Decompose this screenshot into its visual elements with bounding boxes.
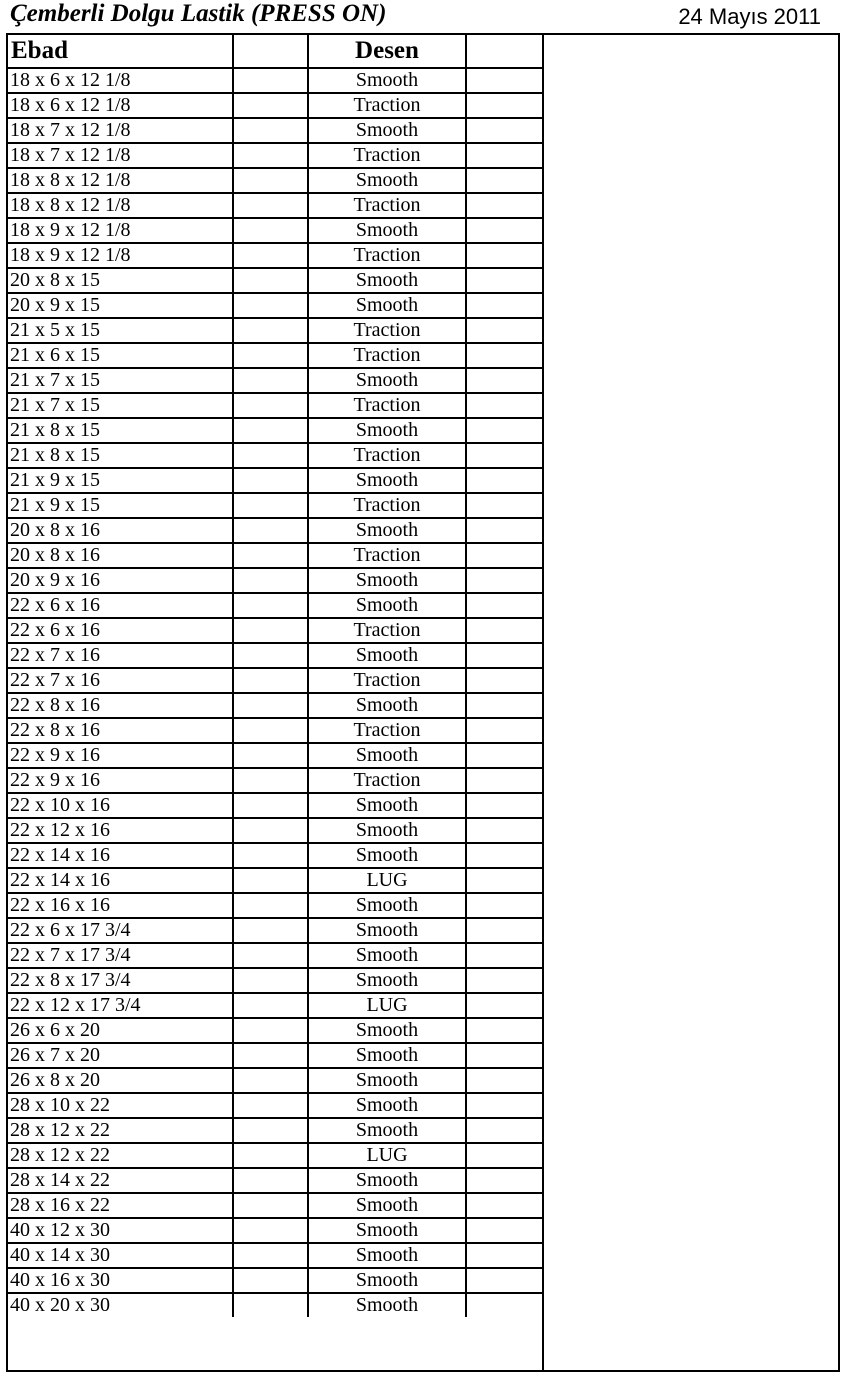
column-header-ebad: Ebad: [8, 35, 233, 68]
cell-ebad: 28 x 12 x 22: [8, 1118, 233, 1143]
table-row: [8, 693, 543, 718]
table-row: [8, 368, 543, 393]
table-row: [8, 243, 543, 268]
cell-desen: Smooth: [308, 818, 466, 843]
cell-ebad: 21 x 8 x 15: [8, 418, 233, 443]
table-row: [8, 743, 543, 768]
table-row: [8, 768, 543, 793]
cell-ebad: 22 x 7 x 16: [8, 668, 233, 693]
cell-desen: Smooth: [308, 118, 466, 143]
cell-blank: [466, 293, 543, 318]
cell-ebad: 26 x 8 x 20: [8, 1068, 233, 1093]
cell-blank: [233, 368, 308, 393]
cell-blank: [233, 268, 308, 293]
cell-blank: [233, 468, 308, 493]
cell-desen: Smooth: [308, 368, 466, 393]
table-row: [8, 118, 543, 143]
table-row: [8, 618, 543, 643]
cell-desen: Smooth: [308, 1218, 466, 1243]
cell-desen: Smooth: [308, 418, 466, 443]
cell-blank: [466, 543, 543, 568]
cell-blank: [466, 1043, 543, 1068]
cell-desen: Traction: [308, 618, 466, 643]
cell-blank: [466, 568, 543, 593]
table-row: [8, 1043, 543, 1068]
cell-desen: Smooth: [308, 843, 466, 868]
cell-blank: [466, 743, 543, 768]
cell-ebad: 22 x 8 x 16: [8, 693, 233, 718]
cell-blank: [466, 443, 543, 468]
table-row: [8, 893, 543, 918]
cell-blank: [466, 643, 543, 668]
cell-ebad: 22 x 14 x 16: [8, 843, 233, 868]
cell-ebad: 22 x 12 x 17 3/4: [8, 993, 233, 1018]
cell-blank: [466, 368, 543, 393]
cell-ebad: 22 x 12 x 16: [8, 818, 233, 843]
cell-blank: [233, 1293, 308, 1317]
cell-blank: [233, 1143, 308, 1168]
cell-blank: [466, 1243, 543, 1268]
cell-blank: [233, 1218, 308, 1243]
cell-desen: Smooth: [308, 218, 466, 243]
tire-size-table: [8, 35, 544, 1317]
cell-blank: [466, 268, 543, 293]
cell-ebad: 20 x 8 x 16: [8, 518, 233, 543]
cell-blank: [233, 718, 308, 743]
cell-blank: [233, 1068, 308, 1093]
cell-blank: [233, 1243, 308, 1268]
table-row: [8, 468, 543, 493]
cell-blank: [233, 543, 308, 568]
cell-blank: [466, 418, 543, 443]
cell-desen: Smooth: [308, 1043, 466, 1068]
table-row: [8, 568, 543, 593]
cell-blank: [466, 668, 543, 693]
cell-blank: [466, 1143, 543, 1168]
table-row: [8, 1093, 543, 1118]
cell-blank: [466, 1168, 543, 1193]
table-row: [8, 68, 543, 93]
table-row: [8, 268, 543, 293]
cell-ebad: 18 x 8 x 12 1/8: [8, 193, 233, 218]
table-row: [8, 1068, 543, 1093]
cell-blank: [466, 1068, 543, 1093]
cell-blank: [233, 1093, 308, 1118]
cell-ebad: 21 x 6 x 15: [8, 343, 233, 368]
cell-desen: Smooth: [308, 918, 466, 943]
cell-blank: [466, 893, 543, 918]
table-row: [8, 93, 543, 118]
cell-blank: [233, 943, 308, 968]
cell-blank: [233, 968, 308, 993]
cell-blank: [233, 1193, 308, 1218]
cell-desen: Traction: [308, 393, 466, 418]
cell-desen: Smooth: [308, 1018, 466, 1043]
cell-ebad: 21 x 8 x 15: [8, 443, 233, 468]
table-row: [8, 943, 543, 968]
cell-blank: [233, 218, 308, 243]
cell-blank: [466, 168, 543, 193]
table-row: [8, 168, 543, 193]
cell-blank: [466, 218, 543, 243]
cell-blank: [233, 593, 308, 618]
cell-ebad: 18 x 6 x 12 1/8: [8, 93, 233, 118]
cell-blank: [233, 568, 308, 593]
cell-ebad: 26 x 7 x 20: [8, 1043, 233, 1068]
cell-ebad: 40 x 12 x 30: [8, 1218, 233, 1243]
cell-blank: [233, 1043, 308, 1068]
cell-ebad: 22 x 14 x 16: [8, 868, 233, 893]
table-row: [8, 1168, 543, 1193]
table-row: [8, 793, 543, 818]
cell-desen: Smooth: [308, 168, 466, 193]
table-row: [8, 293, 543, 318]
cell-ebad: 18 x 8 x 12 1/8: [8, 168, 233, 193]
cell-blank: [466, 943, 543, 968]
cell-blank: [466, 968, 543, 993]
cell-ebad: 18 x 7 x 12 1/8: [8, 143, 233, 168]
cell-ebad: 22 x 9 x 16: [8, 743, 233, 768]
cell-blank: [233, 168, 308, 193]
cell-blank: [233, 643, 308, 668]
cell-desen: Traction: [308, 93, 466, 118]
cell-blank: [233, 318, 308, 343]
table-row: [8, 668, 543, 693]
cell-desen: Smooth: [308, 1068, 466, 1093]
table-header-row: [8, 35, 543, 68]
cell-desen: Smooth: [308, 68, 466, 93]
cell-blank: [466, 68, 543, 93]
cell-ebad: 22 x 7 x 17 3/4: [8, 943, 233, 968]
table-row: [8, 1193, 543, 1218]
cell-blank: [233, 918, 308, 943]
cell-blank: [466, 768, 543, 793]
cell-desen: Traction: [308, 718, 466, 743]
cell-blank: [233, 393, 308, 418]
table-row: [8, 518, 543, 543]
table-row: [8, 993, 543, 1018]
cell-blank: [233, 693, 308, 718]
cell-blank: [466, 718, 543, 743]
cell-desen: LUG: [308, 993, 466, 1018]
cell-blank: [233, 418, 308, 443]
table-row: [8, 193, 543, 218]
document-date: 24 Mayıs 2011: [678, 4, 821, 29]
cell-blank: [466, 1093, 543, 1118]
cell-blank: [233, 68, 308, 93]
cell-desen: Smooth: [308, 1118, 466, 1143]
cell-blank: [466, 843, 543, 868]
cell-blank: [466, 193, 543, 218]
cell-ebad: 28 x 14 x 22: [8, 1168, 233, 1193]
cell-desen: Traction: [308, 243, 466, 268]
cell-blank: [233, 743, 308, 768]
cell-ebad: 22 x 16 x 16: [8, 893, 233, 918]
cell-blank: [466, 618, 543, 643]
cell-desen: Smooth: [308, 1193, 466, 1218]
table-row: [8, 1118, 543, 1143]
cell-blank: [233, 143, 308, 168]
cell-desen: LUG: [308, 1143, 466, 1168]
cell-ebad: 28 x 12 x 22: [8, 1143, 233, 1168]
cell-blank: [233, 293, 308, 318]
cell-desen: Traction: [308, 443, 466, 468]
table-row: [8, 1143, 543, 1168]
cell-desen: Smooth: [308, 643, 466, 668]
cell-blank: [466, 318, 543, 343]
column-header-desen: Desen: [308, 35, 466, 68]
cell-desen: Smooth: [308, 268, 466, 293]
cell-ebad: 22 x 9 x 16: [8, 768, 233, 793]
cell-blank: [233, 618, 308, 643]
cell-desen: Smooth: [308, 893, 466, 918]
cell-blank: [233, 118, 308, 143]
cell-ebad: 18 x 9 x 12 1/8: [8, 218, 233, 243]
cell-desen: Smooth: [308, 1093, 466, 1118]
cell-blank: [466, 993, 543, 1018]
cell-blank: [233, 843, 308, 868]
table-row: [8, 143, 543, 168]
cell-blank: [466, 1193, 543, 1218]
table-row: [8, 1218, 543, 1243]
right-column-divider: [542, 35, 544, 1370]
cell-ebad: 22 x 8 x 17 3/4: [8, 968, 233, 993]
cell-desen: Smooth: [308, 793, 466, 818]
cell-blank: [466, 693, 543, 718]
cell-desen: Traction: [308, 668, 466, 693]
cell-ebad: 40 x 14 x 30: [8, 1243, 233, 1268]
cell-desen: Traction: [308, 343, 466, 368]
cell-blank: [466, 1268, 543, 1293]
cell-desen: Smooth: [308, 593, 466, 618]
cell-desen: Smooth: [308, 1293, 466, 1317]
cell-blank: [233, 868, 308, 893]
cell-ebad: 21 x 5 x 15: [8, 318, 233, 343]
cell-desen: Traction: [308, 318, 466, 343]
table-row: [8, 493, 543, 518]
cell-desen: Smooth: [308, 968, 466, 993]
table-row: [8, 918, 543, 943]
column-header-blank-1: [233, 35, 308, 68]
cell-blank: [233, 1118, 308, 1143]
table-row: [8, 443, 543, 468]
cell-ebad: 22 x 6 x 16: [8, 593, 233, 618]
cell-desen: Traction: [308, 493, 466, 518]
table-row: [8, 718, 543, 743]
column-header-blank-2: [466, 35, 543, 68]
cell-desen: Smooth: [308, 518, 466, 543]
table-row: [8, 1293, 543, 1317]
cell-blank: [233, 1168, 308, 1193]
table-row: [8, 318, 543, 343]
cell-blank: [233, 993, 308, 1018]
cell-blank: [466, 118, 543, 143]
cell-ebad: 22 x 8 x 16: [8, 718, 233, 743]
table-row: [8, 218, 543, 243]
cell-ebad: 21 x 9 x 15: [8, 468, 233, 493]
cell-blank: [466, 468, 543, 493]
cell-blank: [233, 1018, 308, 1043]
cell-desen: Smooth: [308, 693, 466, 718]
cell-ebad: 18 x 6 x 12 1/8: [8, 68, 233, 93]
cell-ebad: 22 x 7 x 16: [8, 643, 233, 668]
cell-desen: Smooth: [308, 568, 466, 593]
cell-blank: [233, 668, 308, 693]
cell-blank: [466, 918, 543, 943]
cell-blank: [466, 818, 543, 843]
cell-desen: Smooth: [308, 468, 466, 493]
cell-blank: [466, 243, 543, 268]
table-row: [8, 393, 543, 418]
table-row: [8, 643, 543, 668]
cell-desen: Smooth: [308, 1168, 466, 1193]
cell-ebad: 20 x 9 x 15: [8, 293, 233, 318]
table-row: [8, 1243, 543, 1268]
cell-ebad: 18 x 7 x 12 1/8: [8, 118, 233, 143]
table-row: [8, 868, 543, 893]
cell-blank: [233, 793, 308, 818]
table-row: [8, 343, 543, 368]
cell-blank: [466, 1293, 543, 1317]
cell-desen: Smooth: [308, 293, 466, 318]
cell-blank: [466, 1118, 543, 1143]
table-row: [8, 843, 543, 868]
cell-ebad: 21 x 7 x 15: [8, 368, 233, 393]
cell-blank: [466, 793, 543, 818]
cell-desen: Traction: [308, 543, 466, 568]
table-row: [8, 593, 543, 618]
cell-blank: [466, 1218, 543, 1243]
table-row: [8, 1018, 543, 1043]
cell-blank: [466, 343, 543, 368]
cell-ebad: 22 x 10 x 16: [8, 793, 233, 818]
cell-ebad: 28 x 10 x 22: [8, 1093, 233, 1118]
cell-desen: Smooth: [308, 1243, 466, 1268]
cell-blank: [466, 93, 543, 118]
cell-blank: [233, 243, 308, 268]
cell-desen: LUG: [308, 868, 466, 893]
cell-ebad: 40 x 16 x 30: [8, 1268, 233, 1293]
cell-desen: Traction: [308, 768, 466, 793]
cell-desen: Traction: [308, 143, 466, 168]
cell-ebad: 28 x 16 x 22: [8, 1193, 233, 1218]
table-row: [8, 818, 543, 843]
cell-ebad: 18 x 9 x 12 1/8: [8, 243, 233, 268]
cell-blank: [233, 93, 308, 118]
cell-blank: [233, 193, 308, 218]
cell-blank: [466, 868, 543, 893]
cell-blank: [466, 493, 543, 518]
cell-blank: [466, 1018, 543, 1043]
cell-blank: [233, 1268, 308, 1293]
cell-ebad: 20 x 8 x 16: [8, 543, 233, 568]
cell-ebad: 22 x 6 x 17 3/4: [8, 918, 233, 943]
tire-table-frame: [6, 33, 840, 1372]
cell-blank: [233, 343, 308, 368]
cell-blank: [233, 768, 308, 793]
cell-blank: [466, 393, 543, 418]
cell-blank: [466, 143, 543, 168]
table-row: [8, 543, 543, 568]
cell-ebad: 22 x 6 x 16: [8, 618, 233, 643]
cell-ebad: 26 x 6 x 20: [8, 1018, 233, 1043]
cell-desen: Smooth: [308, 1268, 466, 1293]
cell-blank: [233, 893, 308, 918]
cell-blank: [466, 593, 543, 618]
cell-ebad: 21 x 7 x 15: [8, 393, 233, 418]
cell-ebad: 20 x 8 x 15: [8, 268, 233, 293]
cell-blank: [233, 493, 308, 518]
document-title: Çemberli Dolgu Lastik (PRESS ON): [10, 0, 387, 27]
table-row: [8, 968, 543, 993]
cell-blank: [466, 518, 543, 543]
cell-ebad: 40 x 20 x 30: [8, 1293, 233, 1317]
cell-blank: [233, 818, 308, 843]
cell-ebad: 21 x 9 x 15: [8, 493, 233, 518]
cell-ebad: 20 x 9 x 16: [8, 568, 233, 593]
table-body: [8, 68, 543, 1317]
table-row: [8, 418, 543, 443]
table-row: [8, 1268, 543, 1293]
cell-blank: [233, 443, 308, 468]
cell-desen: Smooth: [308, 743, 466, 768]
cell-desen: Traction: [308, 193, 466, 218]
cell-desen: Smooth: [308, 943, 466, 968]
cell-blank: [233, 518, 308, 543]
